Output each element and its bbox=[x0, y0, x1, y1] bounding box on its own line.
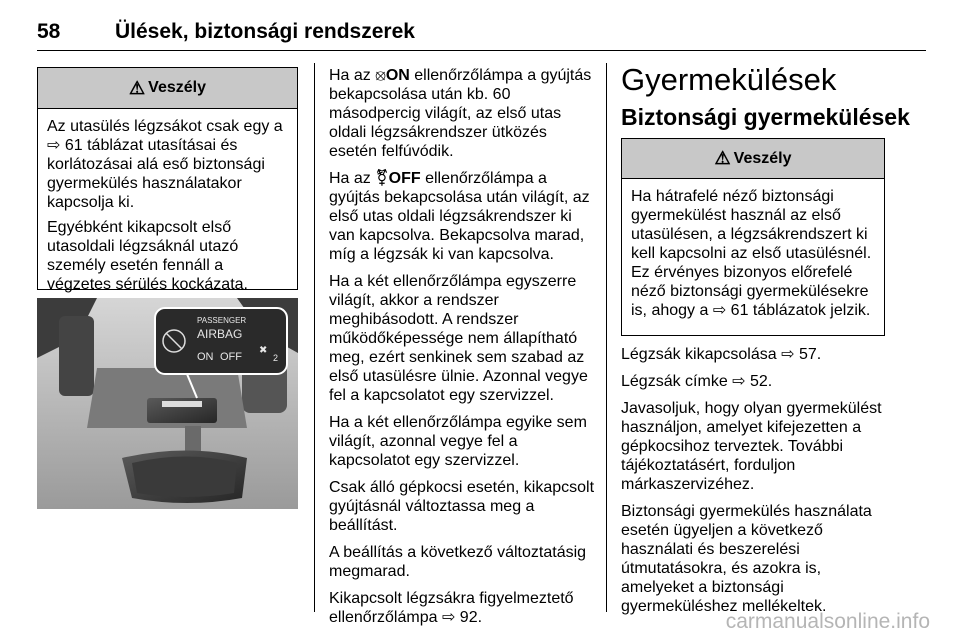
airbag-indicator-photo bbox=[37, 298, 298, 509]
warning-text: Ha hátrafelé néző biztonsági gyermekülést használ az első utasülésen, a légzsákrendszert ki kell kapcsolni az első utasülésnél. Ez érvényes bizonyos előrefelé néző biztonsági gyermekülésekre is, ahogy a ⇨ 61 táblázatok jelzik. bbox=[631, 188, 872, 319]
airbag-on-icon: ⦻ bbox=[375, 67, 386, 84]
airbag-off-symbol-icon: ✖︎ bbox=[259, 345, 268, 356]
watermark: carmanualsonline.info bbox=[725, 610, 930, 633]
panel-off-label: OFF bbox=[220, 351, 242, 363]
warning-text-2: Egyébként kikapcsolt első utasoldali légzsáknál utazó személy esetén fennáll a végzetes sérülés kockázata. bbox=[47, 219, 248, 293]
airbag-deactivation-ref: Légzsák kikapcsolása ⇨ 57. bbox=[621, 346, 822, 363]
recommendation-paragraph: Javasoljuk, hogy olyan gyermekülést használjon, amelyet kifejezetten a gépkocsihoz terveztek. További tájékoztatásért, forduljon márkaszervizéhez. bbox=[621, 400, 882, 493]
page-title: Ülések, biztonsági rendszerek bbox=[115, 20, 415, 43]
warning-header bbox=[622, 139, 884, 179]
warning-text-1: Az utasülés légzsákot csak egy a ⇨ 61 táblázat utasításai és korlátozásai alá eső biztonsági gyermekülés használatakor kapcsolja ki. bbox=[47, 118, 283, 211]
warning-triangle-icon: ⚠ bbox=[129, 77, 146, 98]
both-lamps-paragraph: Ha a két ellenőrzőlámpa egyszerre világít, akkor a rendszer meghibásodott. A rendszer működőképessége nem állapítható meg, ezért senkinek sem szabad az első utasülésre ülnie. Azonnal vegye fel a kapcsolatot egy szervizzel. bbox=[329, 273, 588, 404]
change-setting-paragraph: Csak álló gépkocsi esetén, kikapcsolt gyújtásnál változtassa meg a beállítást. bbox=[329, 479, 595, 534]
panel-airbag-label: AIRBAG bbox=[197, 327, 243, 341]
warning-header bbox=[38, 68, 297, 109]
column-divider-2 bbox=[606, 63, 607, 612]
setting-retained-paragraph: A beállítás a következő változtatásig megmarad. bbox=[329, 544, 587, 580]
page-number: 58 bbox=[37, 20, 61, 43]
right-warning-box bbox=[621, 138, 885, 336]
warning-body bbox=[38, 109, 297, 306]
no-lamp-paragraph: Ha a két ellenőrzőlámpa egyike sem világít, azonnal vegye fel a kapcsolatot egy szervizzel. bbox=[329, 414, 587, 469]
warning-body bbox=[622, 179, 884, 332]
column-divider-1 bbox=[314, 63, 315, 612]
panel-on-label: ON bbox=[197, 351, 214, 363]
warning-label: Veszély bbox=[733, 149, 792, 167]
left-warning-box bbox=[37, 67, 298, 293]
airbag-label-ref: Légzsák címke ⇨ 52. bbox=[621, 373, 773, 390]
panel-passenger-label: PASSENGER bbox=[197, 316, 247, 325]
middle-column bbox=[329, 66, 597, 635]
usage-paragraph: Biztonsági gyermekülés használata esetén ügyeljen a következő használati és beszerelési útmutatásokra, és azokra is, amelyeket a biztonsági gyermeküléshez mellékeltek. bbox=[621, 503, 872, 615]
warning-triangle-icon: ⚠ bbox=[714, 148, 731, 168]
section-heading: Gyermekülések bbox=[621, 62, 837, 97]
header-rule bbox=[37, 50, 926, 51]
off-lamp-paragraph: Ha az ⚧OFF ellenőrzőlámpa a gyújtás bekapcsolása után világít, az első utas oldali légzsákrendszer ki van kapcsolva. Bekapcsolva marad, míg a légzsák ki van kapcsolva. bbox=[329, 170, 590, 263]
right-column-text bbox=[621, 345, 891, 624]
warning-lamp-ref-paragraph: Kikapcsolt légzsákra figyelmeztető ellenőrzőlámpa ⇨ 92. bbox=[329, 590, 574, 626]
on-lamp-paragraph: Ha az ⦻ON ellenőrzőlámpa a gyújtás bekapcsolása után kb. 60 másodpercig világít, az első utas oldali légzsákrendszer ütközés esetén felfúvódik. bbox=[329, 67, 592, 160]
airbag-indicator-illustration bbox=[37, 298, 298, 509]
airbag-off-icon: ⚧ bbox=[375, 170, 389, 187]
warning-label: Veszély bbox=[148, 79, 206, 96]
panel-number-label: 2 bbox=[273, 353, 279, 363]
subsection-heading: Biztonsági gyermekülések bbox=[621, 104, 910, 130]
